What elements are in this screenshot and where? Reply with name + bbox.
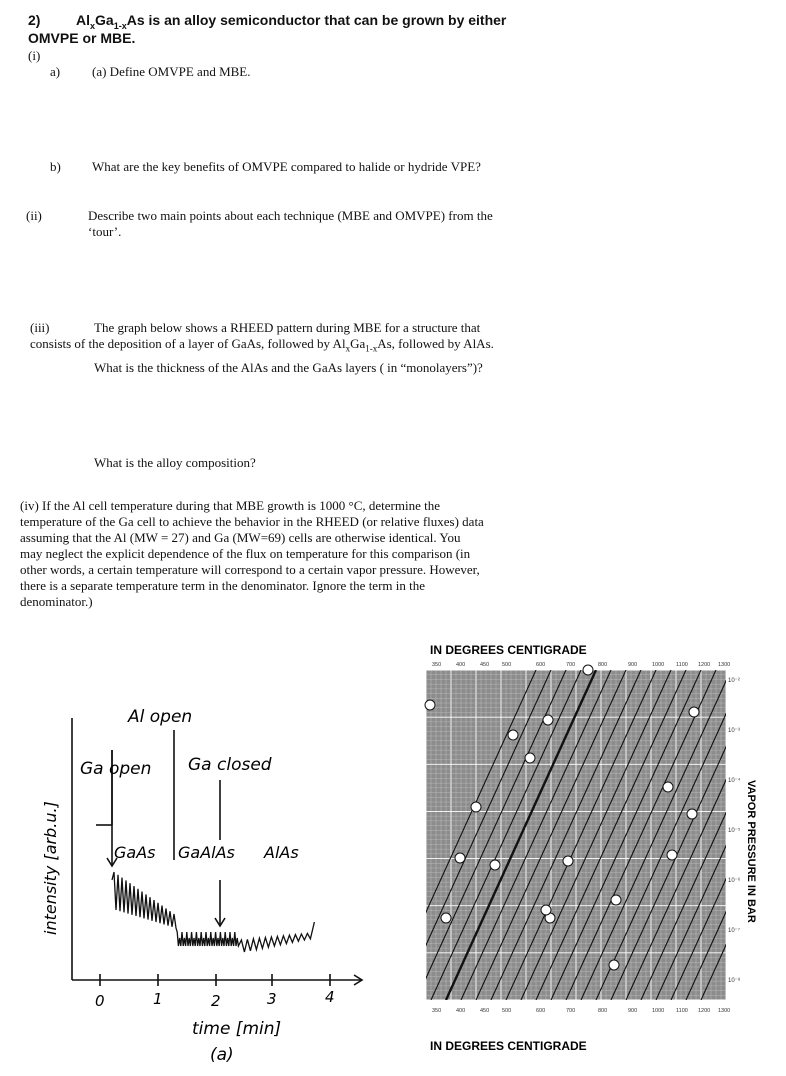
part-iii-line2 <box>30 336 494 357</box>
part-iv-line: may neglect the explicit dependence of the flux on temperature for this comparison (in <box>20 546 471 561</box>
temp-tick-label: 800 <box>598 662 608 668</box>
temp-tick-label: 1200 <box>698 662 711 668</box>
part-iv-line: (iv) If the Al cell temperature during that MBE growth is 1000 °C, determine the <box>20 498 441 513</box>
part-i-b-text: What are the key benefits of OMVPE compared to halide or hydride VPE? <box>92 159 481 174</box>
label-al-open: Al open <box>128 707 193 727</box>
temp-tick-label: 700 <box>566 662 576 668</box>
rheed-trace <box>112 872 314 952</box>
temp-tick-label: 400 <box>456 1008 466 1014</box>
pressure-tick-label: 10⁻⁷ <box>728 928 741 934</box>
part-i-b-label: b) <box>50 159 61 174</box>
part-ii-line2: ‘tour’. <box>88 224 122 239</box>
temp-tick-label: 500 <box>502 1008 512 1014</box>
part-iv-line: assuming that the Al (MW = 27) and Ga (MW=69) cells are otherwise identical. You <box>20 530 461 545</box>
part-iii-q1: What is the thickness of the AlAs and the GaAs layers ( in “monolayers”)? <box>94 360 483 375</box>
vapor-title-top: IN DEGREES CENTIGRADE <box>430 643 587 657</box>
temp-tick-label: 600 <box>536 662 546 668</box>
temp-tick-label: 350 <box>432 662 442 668</box>
label-alas: AlAs <box>264 843 299 862</box>
temp-tick-label: 450 <box>480 1008 490 1014</box>
question-line2: OMVPE or MBE. <box>28 30 136 46</box>
part-iv-paragraph <box>20 498 520 610</box>
part-iii-line2-x: x <box>345 343 351 354</box>
temp-tick-label: 1100 <box>676 662 688 668</box>
part-ii-line1: Describe two main points about each technique (MBE and OMVPE) from the <box>88 208 493 223</box>
tick-label: 4 <box>325 988 335 1006</box>
part-iii-line2-sub: 1-x <box>365 343 378 354</box>
question-line1: is an alloy semiconductor that can be grown by either <box>148 12 507 28</box>
label-ga-open: Ga open <box>80 759 152 779</box>
temp-tick-label: 500 <box>502 662 512 668</box>
tick-label: 0 <box>95 992 105 1010</box>
temp-tick-label: 900 <box>628 1008 638 1014</box>
formula-as: As <box>126 12 145 28</box>
formula-x: x <box>90 20 96 31</box>
part-iii-line2-ga: Ga <box>350 336 366 351</box>
temp-tick-label: 700 <box>566 1008 576 1014</box>
temp-tick-label: 400 <box>456 662 466 668</box>
vapor-grid <box>426 670 726 1000</box>
vapor-pressure-chart <box>418 640 786 1060</box>
temp-tick-label: 1000 <box>652 1008 665 1014</box>
temp-tick-label: 1300 <box>718 1008 731 1014</box>
pressure-tick-label: 10⁻⁵ <box>728 828 741 834</box>
part-iv-line: denominator.) <box>20 594 93 609</box>
pressure-tick-label: 10⁻⁶ <box>728 878 741 884</box>
label-gaalas: GaAlAs <box>178 843 235 862</box>
temp-tick-label: 350 <box>432 1008 442 1014</box>
part-iv-line: temperature of the Ga cell to achieve the behavior in the RHEED (or relative fluxes) data <box>20 514 484 529</box>
part-iii-q2: What is the alloy composition? <box>94 455 256 470</box>
temp-tick-label: 1200 <box>698 1008 711 1014</box>
pressure-tick-label: 10⁻⁴ <box>728 778 741 784</box>
formula-ga: Ga <box>95 12 114 28</box>
temp-tick-label: 450 <box>480 662 490 668</box>
temp-tick-label: 600 <box>536 1008 546 1014</box>
part-i-a-text: (a) Define OMVPE and MBE. <box>92 64 251 79</box>
rheed-caption: (a) <box>210 1045 234 1065</box>
question-number: 2) <box>28 12 41 28</box>
formula-sub: 1-x <box>113 20 127 31</box>
part-iv-line: other words, a certain temperature will correspond to a certain vapor pressure. However, <box>20 562 480 577</box>
vapor-title-bottom: IN DEGREES CENTIGRADE <box>430 1039 587 1053</box>
part-iii-line1: The graph below shows a RHEED pattern during MBE for a structure that <box>94 320 481 335</box>
question-intro <box>76 12 506 31</box>
rheed-y-label: intensity [arb.u.] <box>41 801 60 935</box>
pressure-tick-label: 10⁻² <box>728 678 740 684</box>
vapor-bottom-ticks <box>432 1008 730 1014</box>
temp-tick-label: 1300 <box>718 662 731 668</box>
temp-tick-label: 1000 <box>652 662 665 668</box>
pressure-tick-label: 10⁻⁸ <box>728 978 741 984</box>
vapor-right-label: VAPOR PRESSURE IN BAR <box>745 780 757 923</box>
part-ii-label: (ii) <box>26 208 42 223</box>
tick-label: 3 <box>267 990 277 1008</box>
rheed-figure <box>0 690 400 1076</box>
temp-tick-label: 1100 <box>676 1008 688 1014</box>
temp-tick-label: 900 <box>628 662 638 668</box>
label-gaas: GaAs <box>114 843 156 862</box>
tick-label: 2 <box>211 992 221 1010</box>
part-i-a-label: a) <box>50 64 61 79</box>
formula-al: Al <box>76 12 90 28</box>
temp-tick-label: 800 <box>598 1008 608 1014</box>
label-ga-closed: Ga closed <box>188 755 272 775</box>
part-iii-line2-pre: consists of the deposition of a layer of GaAs, followed by Al <box>30 336 346 351</box>
rheed-x-label: time [min] <box>192 1019 282 1039</box>
pressure-tick-label: 10⁻³ <box>728 728 740 734</box>
vapor-top-ticks <box>432 662 730 668</box>
part-i-label: (i) <box>28 48 41 63</box>
vapor-right-ticks <box>728 678 741 984</box>
tick-label: 1 <box>153 990 163 1008</box>
part-iii-label: (iii) <box>30 320 50 335</box>
part-iv-line: there is a separate temperature term in the denominator. Ignore the term in the <box>20 578 426 593</box>
part-iii-line2-post: As, followed by AlAs. <box>377 336 494 351</box>
